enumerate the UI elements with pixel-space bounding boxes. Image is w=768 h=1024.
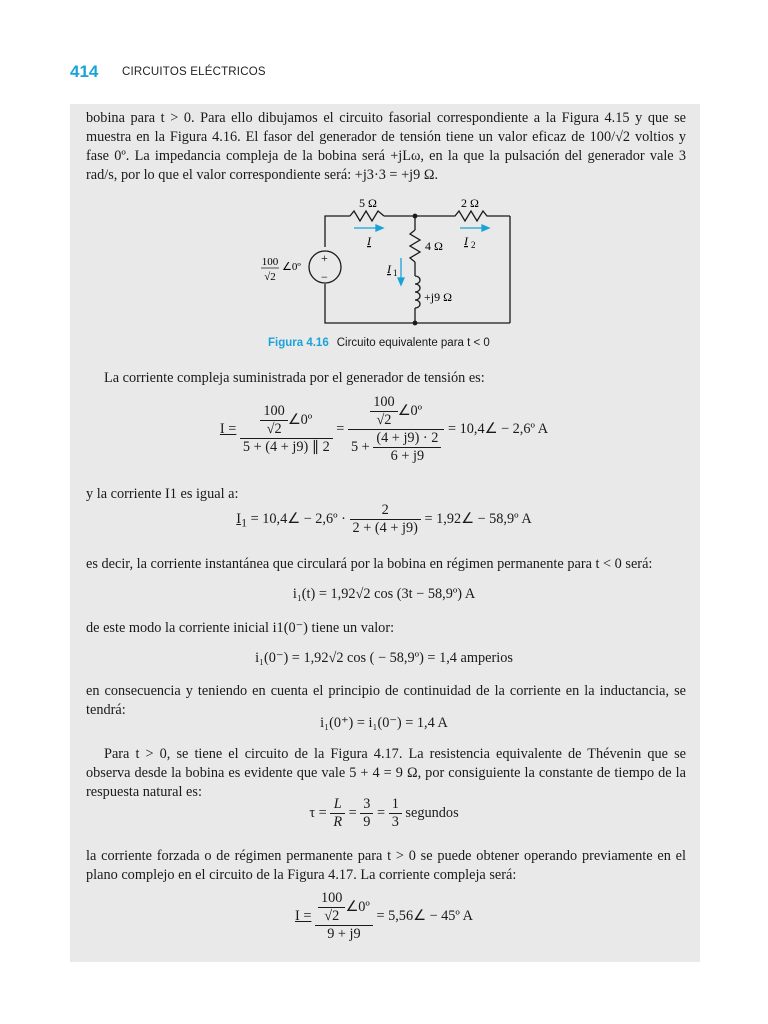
eq6-eq2: =: [377, 804, 386, 821]
label-current-i1: I: [387, 262, 391, 276]
paragraph-5: de este modo la corriente inicial i1(0⁻) tiene un valor:: [86, 620, 395, 636]
label-current-i2: I: [464, 234, 468, 248]
label-current-i1-sub: 1: [393, 268, 398, 278]
label-4-ohm: 4 Ω: [425, 239, 443, 253]
source-minus: −: [321, 270, 328, 284]
eq2-lhs: I: [236, 510, 242, 527]
eq6-fraction-2: [360, 796, 373, 831]
page-number: 414: [70, 62, 99, 81]
eq6-f2-num: 3: [363, 796, 371, 812]
eq2-sub: 1: [241, 515, 248, 530]
eq1-lhs: I =: [219, 420, 237, 437]
eq7-result: = 5,56∠ − 45º A: [376, 907, 473, 924]
figure-label: Figura 4.16: [268, 337, 329, 349]
running-title: CIRCUITOS ELÉCTRICOS: [122, 66, 266, 78]
equation-1: [0, 394, 768, 465]
source-num: 100: [261, 256, 279, 268]
eq6-f3-den: 3: [389, 813, 402, 831]
eq1-b-den-pre: 5 +: [350, 438, 370, 455]
eq6-eq1: =: [348, 804, 357, 821]
label-current-i: I: [367, 234, 371, 248]
eq1-a-num-top: 100: [263, 403, 285, 419]
eq6-fraction-1: [330, 796, 345, 831]
wire-bottom: [325, 284, 510, 323]
eq6-f3-num: 1: [391, 796, 399, 812]
eq1-fraction-b: [348, 394, 444, 465]
label-5-ohm: 5 Ω: [359, 196, 377, 210]
eq6-pre: τ =: [309, 804, 327, 821]
resistor-5-ohm: [350, 211, 384, 221]
eq1-a-angle: ∠0º: [287, 411, 313, 428]
figure-caption-text: Circuito equivalente para t < 0: [336, 337, 490, 349]
paragraph-6: en consecuencia y teniendo en cuenta el principio de continuidad de la corriente en la inductancia, se tendrá:: [86, 683, 686, 718]
eq7-num-top: 100: [321, 890, 343, 906]
eq1-result: = 10,4∠ − 2,6º A: [447, 420, 549, 437]
source-plus: +: [321, 251, 328, 265]
eq1-b-num-bot: √2: [370, 411, 397, 429]
eq2-den: 2 + (4 + j9): [350, 519, 421, 537]
source-angle: ∠0º: [282, 261, 301, 273]
eq7-angle: ∠0º: [345, 898, 370, 915]
label-j9-ohm: +j9 Ω: [424, 290, 453, 304]
eq6-f2-den: 9: [360, 813, 373, 831]
inductor-j9: [415, 276, 420, 308]
eq1-b-num-top: 100: [373, 394, 395, 410]
paragraph-2: La corriente compleja suministrada por el generador de tensión es:: [104, 370, 485, 386]
eq7-den: 9 + j9: [315, 925, 373, 943]
equation-2: [0, 502, 768, 537]
eq7-num-bot: √2: [318, 907, 345, 925]
equation-5: i₁(0⁺) = i₁(0⁻) = 1,4 A: [320, 715, 448, 731]
eq7-lhs: I =: [295, 907, 312, 924]
eq6-unit: segundos: [405, 804, 459, 821]
eq2-num: 2: [381, 502, 389, 518]
eq2-fraction: [350, 502, 421, 537]
eq1-a-den: 5 + (4 + j9) ∥ 2: [240, 438, 333, 456]
eq1-a-num-bot: √2: [260, 420, 287, 438]
eq6-fraction-3: [389, 796, 402, 831]
eq6-f1-den: R: [333, 814, 343, 830]
resistor-4-ohm: [410, 230, 420, 262]
paragraph-8: la corriente forzada o de régimen permanente para t > 0 se puede obtener operando previamente en el plano complejo en el circuito de la Figura 4.17. La corriente compleja será:: [86, 848, 686, 883]
label-current-i2-sub: 2: [471, 240, 476, 250]
eq2-result: = 1,92∠ − 58,9º A: [424, 510, 532, 527]
resistor-2-ohm: [415, 211, 510, 221]
eq1-equals: =: [336, 420, 345, 437]
eq6-f1-num: L: [333, 796, 342, 812]
paragraph-1: bobina para t > 0. Para ello dibujamos el circuito fasorial correspondiente a la Figura 4.15 y que se muestra en la Figura 4.16. El fasor del generador de tensión tiene un valor eficaz de 100/√2 voltios y fase 0º. La impedancia compleja de la bobina será +jLω, en la que la pulsación del generador vale 3 rad/s, por lo que el valor correspondiente será: +j3·3 = +j9 Ω.: [86, 110, 686, 183]
eq1-b-angle: ∠0º: [397, 402, 423, 419]
equation-4: i₁(0⁻) = 1,92√2 cos ( − 58,9º) = 1,4 amperios: [255, 650, 513, 666]
label-2-ohm: 2 Ω: [461, 196, 479, 210]
equation-3: i₁(t) = 1,92√2 cos (3t − 58,9º) A: [292, 586, 476, 602]
eq2-mid: = 10,4∠ − 2,6º ·: [250, 510, 346, 527]
circuit-diagram: [250, 192, 530, 332]
paragraph-4: es decir, la corriente instantánea que circulará por la bobina en régimen permanente para t < 0 será:: [86, 556, 653, 572]
eq1-b-den-den: 6 + j9: [373, 447, 441, 465]
equation-6: [0, 796, 768, 831]
eq1-b-den-num: (4 + j9) · 2: [376, 430, 439, 446]
paragraph-3: y la corriente I1 es igual a:: [86, 486, 239, 502]
equation-7: [0, 890, 768, 943]
eq1-fraction-a: [240, 403, 333, 456]
figure-caption: [268, 337, 490, 349]
source-den: √2: [264, 271, 276, 283]
paragraph-7: Para t > 0, se tiene el circuito de la Figura 4.17. La resistencia equivalente de Thévenin que se observa desde la bobina es evidente que vale 5 + 4 = 9 Ω, por consiguiente la constante de tiempo de la respuesta natural es:: [86, 746, 686, 800]
eq7-fraction: [315, 890, 373, 943]
wire-top-left: [325, 216, 350, 247]
